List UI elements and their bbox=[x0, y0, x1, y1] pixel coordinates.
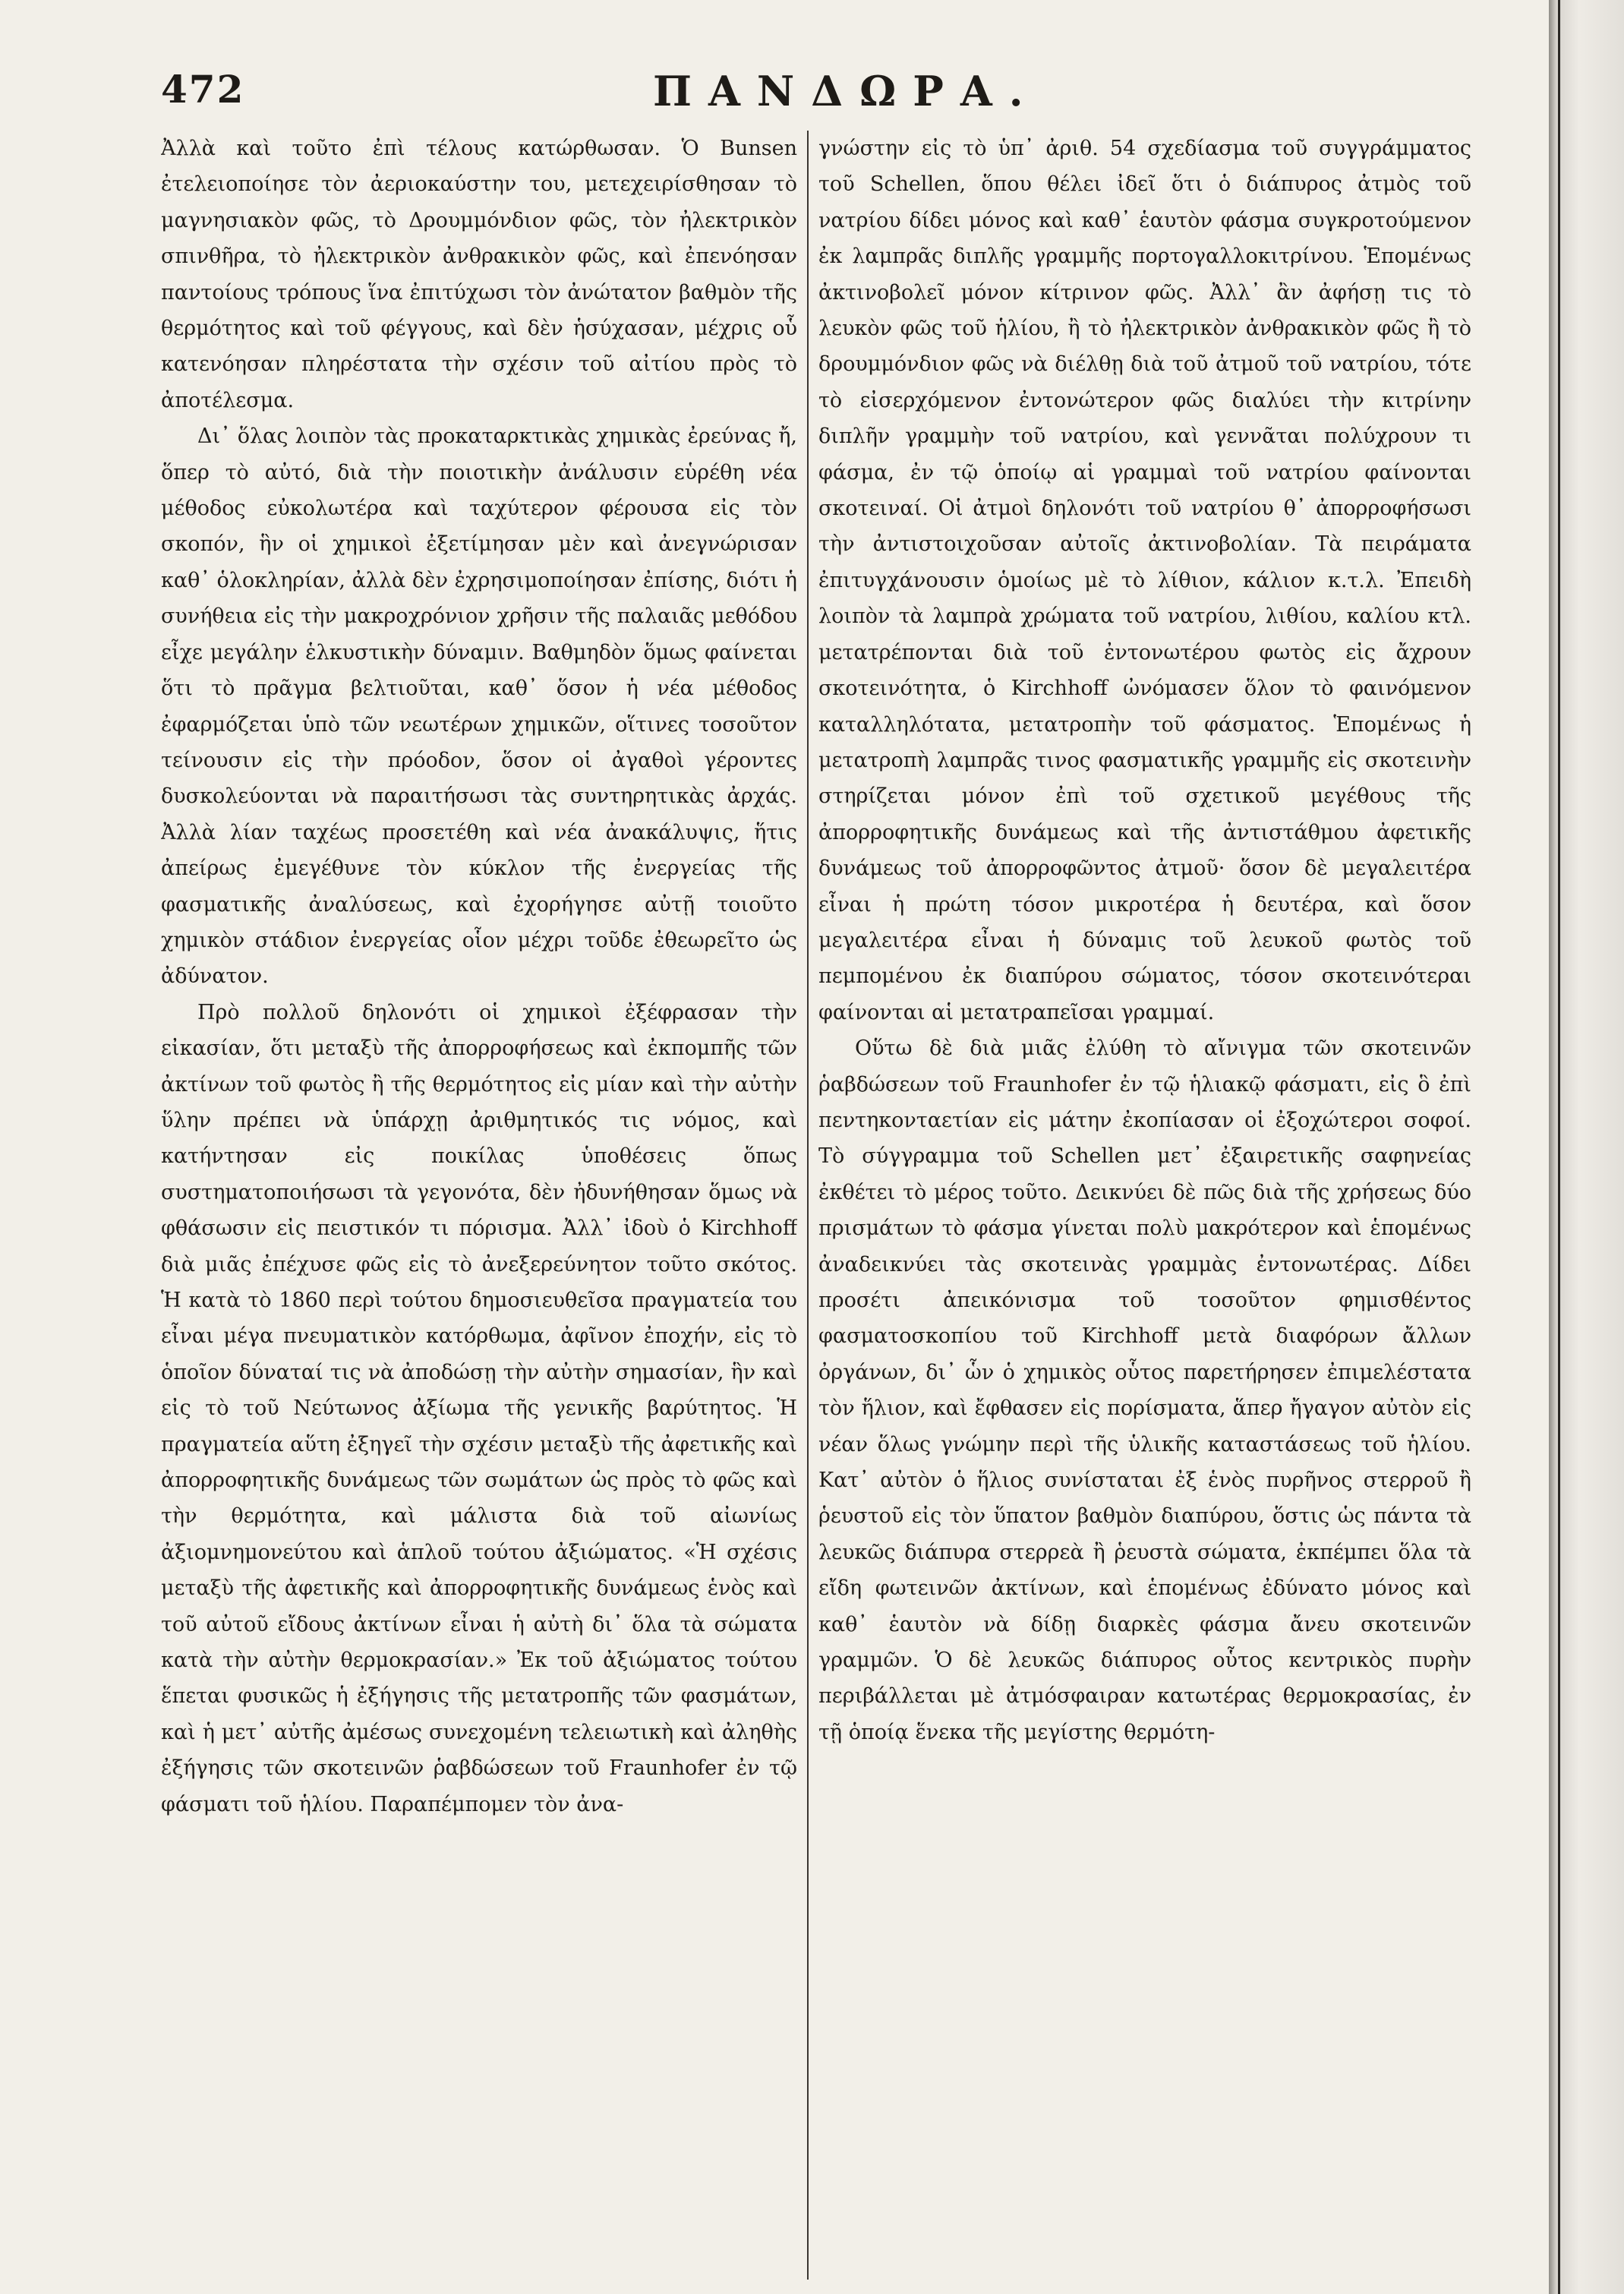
column-divider bbox=[807, 131, 809, 2280]
binding-line bbox=[1558, 0, 1560, 2294]
paragraph: Πρὸ πολλοῦ δηλονότι οἱ χημικοὶ ἐξέφρασαν τὴν εἰκασίαν, ὅτι μεταξὺ τῆς ἀπορροφήσεως καὶ ἐκπομπῆς τῶν ἀκτίνων τοῦ φωτὸς ἢ τῆς θερμότητος εἰς μίαν καὶ τὴν αὐτὴν ὕλην πρέπει νὰ ὑπάρχῃ ἀριθμητικός τις νόμος, καὶ κατήντησαν εἰς ποικίλας ὑποθέσεις ὅπως συστηματοποιήσωσι τὰ γεγονότα, δὲν ἠδυνήθησαν ὅμως νὰ φθάσωσιν εἰς πειστικόν τι πόρισμα. Ἀλλ᾽ ἰδοὺ ὁ Kirchhoff διὰ μιᾶς ἐπέχυσε φῶς εἰς τὸ ἀνεξερεύνητον τοῦτο σκότος. Ἡ κατὰ τὸ 1860 περὶ τούτου δημοσιευθεῖσα πραγματεία του εἶναι μέγα πνευματικὸν κατόρθωμα, ἀφῖνον ἐποχήν, εἰς τὸ ὁποῖον δύναταί τις νὰ ἀποδώσῃ τὴν αὐτὴν σημασίαν, ἣν καὶ εἰς τὸ τοῦ Νεύτωνος ἀξίωμα τῆς γενικῆς βαρύτητος. Ἡ πραγματεία αὕτη ἐξηγεῖ τὴν σχέσιν μεταξὺ τῆς ἀφετικῆς καὶ ἀπορροφητικῆς δυνάμεως τῶν σωμάτων ὡς πρὸς τὸ φῶς καὶ τὴν θερμότητα, καὶ μάλιστα διὰ τοῦ αἰωνίως ἀξιομνημονεύτου καὶ ἁπλοῦ τούτου ἀξιώματος. «Ἡ σχέσις μεταξὺ τῆς ἀφετικῆς καὶ ἀπορροφητικῆς δυνάμεως ἑνὸς καὶ τοῦ αὐτοῦ εἴδους ἀκτίνων εἶναι ἡ αὐτὴ δι᾽ ὅλα τὰ σώματα κατὰ τὴν αὐτὴν θερμοκρασίαν.» Ἐκ τοῦ ἀξιώματος τούτου ἕπεται φυσικῶς ἡ ἐξήγησις τῆς μετατροπῆς τῶν φασμάτων, καὶ ἡ μετ᾽ αὐτῆς ἀμέσως συνεχομένη τελειωτικὴ καὶ ἀληθὴς ἐξήγησις τῶν σκοτεινῶν ῥαβδώσεων τοῦ Fraunhofer ἐν τῷ φάσματι τοῦ ἡλίου. Παραπέμπομεν τὸν ἀνα- bbox=[161, 1000, 797, 1816]
paragraph: γνώστην εἰς τὸ ὑπ᾽ ἀριθ. 54 σχεδίασμα τοῦ συγγράμματος τοῦ Schellen, ὅπου θέλει ἰδεῖ ὅτι ὁ διάπυρος ἀτμὸς τοῦ νατρίου δίδει μόνος καὶ καθ᾽ ἑαυτὸν φάσμα συγκροτούμενον ἐκ λαμπρᾶς διπλῆς γραμμῆς πορτογαλλοκιτρίνου. Ἑπομένως ἀκτινοβολεῖ μόνον κίτρινον φῶς. Ἀλλ᾽ ἂν ἀφήσῃ τις τὸ λευκὸν φῶς τοῦ ἡλίου, ἢ τὸ ἠλεκτρικὸν ἀνθρακικὸν φῶς ἢ τὸ δρουμμόνδιον φῶς νὰ διέλθῃ διὰ τοῦ ἀτμοῦ τοῦ νατρίου, τότε τὸ εἰσερχόμενον ἐντονώτερον φῶς διαλύει τὴν κιτρίνην διπλῆν γραμμὴν τοῦ νατρίου, καὶ γεννᾶται πολύχρουν τι φάσμα, ἐν τῷ ὁποίῳ αἱ γραμμαὶ τοῦ νατρίου φαίνονται σκοτειναί. Οἱ ἀτμοὶ δηλονότι τοῦ νατρίου θ᾽ ἀπορροφήσωσι τὴν ἀντιστοιχοῦσαν αὐτοῖς ἀκτινοβολίαν. Τὰ πειράματα ἐπιτυγχάνουσιν ὁμοίως μὲ τὸ λίθιον, κάλιον κ.τ.λ. Ἐπειδὴ λοιπὸν τὰ λαμπρὰ χρώματα τοῦ νατρίου, λιθίου, καλίου κτλ. μετατρέπονται διὰ τοῦ ἐντονωτέρου φωτὸς εἰς ἄχρουν σκοτεινότητα, ὁ Kirchhoff ὠνόμασεν ὅλον τὸ φαινόμενον καταλληλότατα, μετατροπὴν τοῦ φάσματος. Ἑπομένως ἡ μετατροπὴ λαμπρᾶς τινος φασματικῆς γραμμῆς εἰς σκοτεινὴν στηρίζεται μόνον ἐπὶ τοῦ σχετικοῦ μεγέθους τῆς ἀπορροφητικῆς δυνάμεως καὶ τῆς ἀντιστάθμου ἀφετικῆς δυνάμεως τοῦ ἀπορροφῶντος ἀτμοῦ· ὅσον δὲ μεγαλειτέρα εἶναι ἡ πρώτη τόσον μικροτέρα ἡ δευτέρα, καὶ ὅσον μεγαλειτέρα εἶναι ἡ δύναμις τοῦ λευκοῦ φωτὸς τοῦ πεμπομένου ἐκ διαπύρου σώματος, τόσον σκοτεινότεραι φαίνονται αἱ μετατραπεῖσαι γραμμαί. bbox=[818, 137, 1471, 1024]
right-column bbox=[818, 131, 1471, 2280]
left-column bbox=[161, 131, 797, 2280]
running-title: ΠΑΝΔΩΡΑ. bbox=[653, 67, 1040, 115]
page-header bbox=[0, 67, 1549, 120]
paragraph: Ἀλλὰ καὶ τοῦτο ἐπὶ τέλους κατώρθωσαν. Ὁ Bunsen ἐτελειοποίησε τὸν ἀεριοκαύστην του, μετεχειρίσθησαν τὸ μαγνησιακὸν φῶς, τὸ Δρουμμόνδιον φῶς, τὸν ἠλεκτρικὸν σπινθῆρα, τὸ ἠλεκτρικὸν ἀνθρακικὸν φῶς, καὶ ἐπενόησαν παντοίους τρόπους ἵνα ἐπιτύχωσι τὸν ἀνώτατον βαθμὸν τῆς θερμότητος καὶ τοῦ φέγγους, καὶ δὲν ἡσύχασαν, μέχρις οὗ κατενόησαν πληρέστατα τὴν σχέσιν τοῦ αἰτίου πρὸς τὸ ἀποτέλεσμα. bbox=[161, 137, 797, 412]
page-number: 472 bbox=[161, 67, 245, 112]
paragraph: Δι᾽ ὅλας λοιπὸν τὰς προκαταρκτικὰς χημικὰς ἐρεύνας ἤ, ὅπερ τὸ αὐτό, διὰ τὴν ποιοτικὴν ἀνάλυσιν εὑρέθη νέα μέθοδος εὐκολωτέρα καὶ ταχύτερον φέρουσα εἰς τὸν σκοπόν, ἣν οἱ χημικοὶ ἐξετίμησαν μὲν καὶ ἀνεγνώρισαν καθ᾽ ὁλοκληρίαν, ἀλλὰ δὲν ἐχρησιμοποίησαν ἐπίσης, διότι ἡ συνήθεια εἰς τὴν μακροχρόνιον χρῆσιν τῆς παλαιᾶς μεθόδου εἶχε μεγάλην ἑλκυστικὴν δύναμιν. Βαθμηδὸν ὅμως φαίνεται ὅτι τὸ πρᾶγμα βελτιοῦται, καθ᾽ ὅσον ἡ νέα μέθοδος ἐφαρμόζεται ὑπὸ τῶν νεωτέρων χημικῶν, οἵτινες τοσοῦτον τείνουσιν εἰς τὴν πρόοδον, ὅσον οἱ ἀγαθοὶ γέροντες δυσκολεύονται νὰ παραιτήσωσι τὰς συντηρητικὰς ἀρχάς. Ἀλλὰ λίαν ταχέως προσετέθη καὶ νέα ἀνακάλυψις, ἥτις ἀπείρως ἐμεγέθυνε τὸν κύκλον τῆς ἐνεργείας τῆς φασματικῆς ἀναλύσεως, καὶ ἐχορήγησε αὐτῇ τοιοῦτο χημικὸν στάδιον ἐνεργείας οἷον μέχρι τοῦδε ἐθεωρεῖτο ὡς ἀδύνατον. bbox=[161, 424, 797, 989]
paragraph: Οὕτω δὲ διὰ μιᾶς ἐλύθη τὸ αἴνιγμα τῶν σκοτεινῶν ῥαβδώσεων τοῦ Fraunhofer ἐν τῷ ἡλιακῷ φάσματι, εἰς ὃ ἐπὶ πεντηκονταετίαν εἰς μάτην ἐκοπίασαν οἱ ἐξοχώτεροι σοφοί. Τὸ σύγγραμμα τοῦ Schellen μετ᾽ ἐξαιρετικῆς σαφηνείας ἐκθέτει τὸ μέρος τοῦτο. Δεικνύει δὲ πῶς διὰ τῆς χρήσεως δύο πρισμάτων τὸ φάσμα γίνεται πολὺ μακρότερον καὶ ἑπομένως ἀναδεικνύει τὰς σκοτεινὰς γραμμὰς ἐντονωτέρας. Δίδει προσέτι ἀπεικόνισμα τοῦ τοσοῦτον φημισθέντος φασματοσκοπίου τοῦ Kirchhoff μετὰ διαφόρων ἄλλων ὀργάνων, δι᾽ ὧν ὁ χημικὸς οὗτος παρετήρησεν ἐπιμελέστατα τὸν ἥλιον, καὶ ἔφθασεν εἰς πορίσματα, ἅπερ ἤγαγον αὐτὸν εἰς νέαν ὅλως γνώμην περὶ τῆς ὑλικῆς καταστάσεως τοῦ ἡλίου. Κατ᾽ αὐτὸν ὁ ἥλιος συνίσταται ἐξ ἑνὸς πυρῆνος στερροῦ ἢ ῥευστοῦ εἰς τὸν ὕπατον βαθμὸν διαπύρου, ὅστις ὡς πάντα τὰ λευκῶς διάπυρα στερρεὰ ἢ ῥευστὰ σώματα, ἐκπέμπει ὅλα τὰ εἴδη φωτεινῶν ἀκτίνων, καὶ ἑπομένως ἐδύνατο μόνος καὶ καθ᾽ ἑαυτὸν νὰ δίδῃ διαρκὲς φάσμα ἄνευ σκοτεινῶν γραμμῶν. Ὁ δὲ λευκῶς διάπυρος οὗτος κεντρικὸς πυρὴν περιβάλλεται μὲ ἀτμόσφαιραν κατωτέρας θερμοκρασίας, ἐν τῇ ὁποίᾳ ἕνεκα τῆς μεγίστης θερμότη- bbox=[818, 1037, 1471, 1744]
